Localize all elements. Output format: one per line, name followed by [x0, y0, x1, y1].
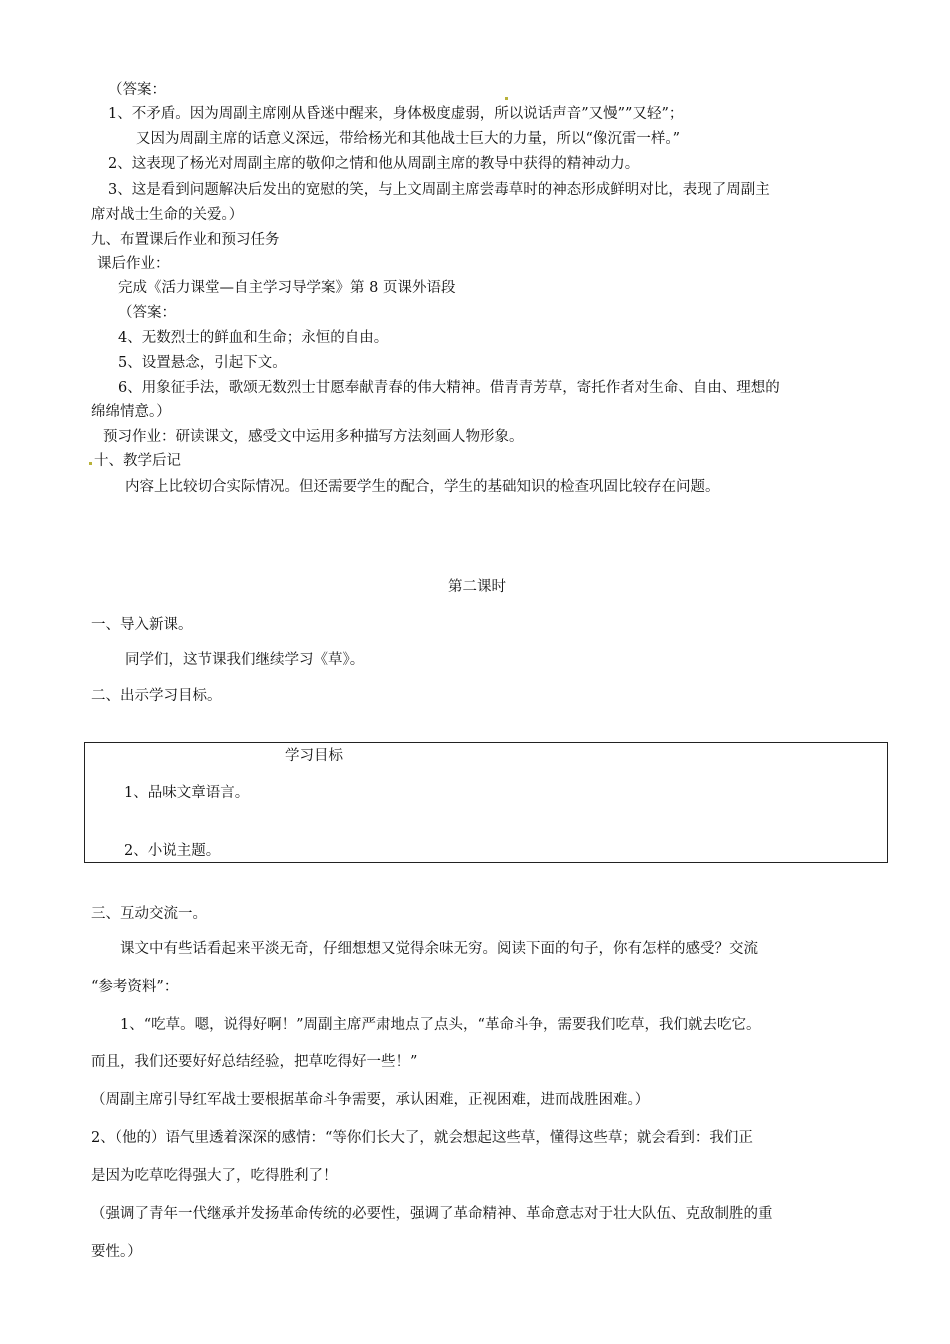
- answer-3-line-1: 3、这是看到问题解决后发出的宽慰的笑，与上文周副主席尝毒草时的神态形成鲜明对比，表现了周副主: [108, 182, 770, 198]
- quote-2-line-2: 是因为吃草吃得强大了，吃得胜利了！: [91, 1168, 338, 1184]
- learning-goals-title: 学习目标: [285, 748, 343, 764]
- marker-dot: [89, 462, 92, 465]
- learning-goal-2: 2、小说主题。: [124, 843, 221, 859]
- quote-1-note: （周副主席引导红军战士要根据革命斗争需要，承认困难，正视困难，进而战胜困难。）: [91, 1092, 650, 1108]
- preview-assignment: 预习作业：研读课文，感受文中运用多种描写方法刻画人物形象。: [103, 429, 524, 445]
- marker-dot: [505, 97, 508, 100]
- quote-1-line-2: 而且，我们还要好好总结经验，把草吃得好一些！”: [91, 1054, 418, 1070]
- section-one-text: 同学们，这节课我们继续学习《草》。: [125, 652, 365, 668]
- quote-2-line-1: 2、（他的）语气里透着深深的感情：“等你们长大了，就会想起这些草，懂得这些草；就会看到：我们正: [91, 1130, 753, 1146]
- heading-nine: 九、布置课后作业和预习任务: [91, 232, 280, 248]
- section-two-heading: 二、出示学习目标。: [91, 688, 222, 704]
- section-three-text-line-2: “参考资料”：: [91, 979, 179, 995]
- quote-1-line-1: 1、“吃草。嗯，说得好啊！”周副主席严肃地点了点头，“革命斗争，需要我们吃草，我们就去吃它。: [120, 1017, 761, 1033]
- answer-6-line-2: 绵绵情意。）: [91, 404, 171, 420]
- homework-text: 完成《活力课堂—自主学习导学案》第 8 页课外语段: [118, 280, 456, 296]
- section-one-heading: 一、导入新课。: [91, 617, 193, 633]
- answer-6-line-1: 6、用象征手法，歌颂无数烈士甘愿奉献青春的伟大精神。借青青芳草，寄托作者对生命、自由、理想的: [118, 380, 780, 396]
- answer-2: 2、这表现了杨光对周副主席的敬仰之情和他从周副主席的教导中获得的精神动力。: [108, 156, 640, 172]
- quote-2-note-line-1: （强调了青年一代继承并发扬革命传统的必要性，强调了革命精神、革命意志对于壮大队伍、克敌制胜的重: [91, 1206, 773, 1222]
- heading-ten: 十、教学后记: [94, 453, 181, 469]
- section-three-text-line-1: 课文中有些话看起来平淡无奇，仔细想想又觉得余味无穷。阅读下面的句子，你有怎样的感受？交流: [120, 941, 758, 957]
- learning-goal-1: 1、品味文章语言。: [124, 785, 250, 801]
- answer-3-line-2: 席对战士生命的关爱。）: [91, 207, 244, 223]
- answer-open-2: （答案：: [118, 305, 176, 321]
- section-three-heading: 三、互动交流一。: [91, 906, 207, 922]
- teaching-postscript: 内容上比较切合实际情况。但还需要学生的配合，学生的基础知识的检查巩固比较存在问题。: [125, 479, 720, 495]
- answer-1-line-1: 1、不矛盾。因为周副主席刚从昏迷中醒来，身体极度虚弱，所以说话声音”又慢””又轻”；: [108, 106, 684, 122]
- answer-5: 5、设置悬念，引起下文。: [118, 355, 287, 371]
- answer-4: 4、无数烈士的鲜血和生命；永恒的自由。: [118, 330, 389, 346]
- homework-label: 课后作业：: [97, 256, 170, 272]
- lesson-two-title: 第二课时: [448, 579, 506, 595]
- answer-1-line-2: 又因为周副主席的话意义深远，带给杨光和其他战士巨大的力量，所以“像沉雷一样。”: [136, 131, 681, 147]
- quote-2-note-line-2: 要性。）: [91, 1244, 142, 1260]
- answer-open: （答案：: [108, 82, 166, 98]
